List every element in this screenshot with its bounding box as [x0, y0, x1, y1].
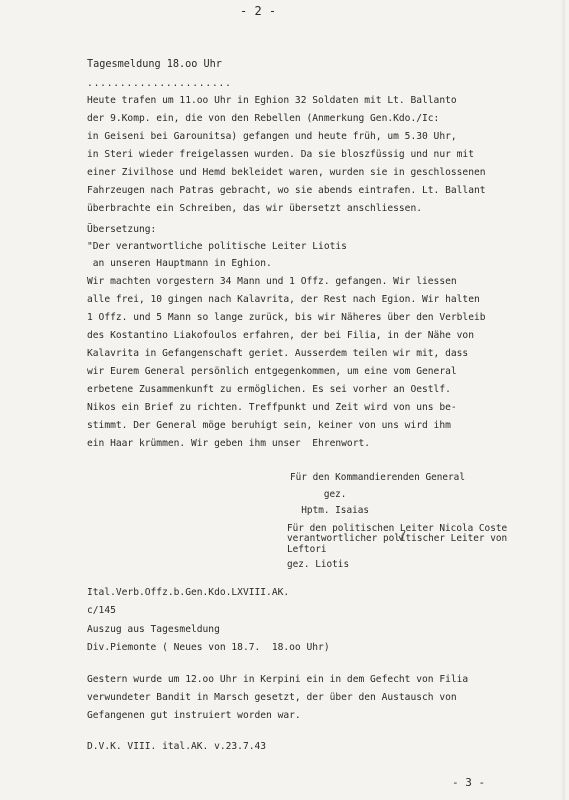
title-divider: ......................	[87, 78, 232, 89]
signature-line: Für den Kommandierenden General	[290, 472, 465, 483]
report-header-line: Div.Piemonte ( Neues von 18.7. 18.oo Uhr)	[87, 642, 330, 653]
report-line: der 9.Komp. ein, die von den Rebellen (Anmerkung Gen.Kdo./Ic:	[87, 113, 440, 124]
signature-line: Hptm. Isaias	[290, 505, 370, 516]
translation-line: alle frei, 10 gingen nach Kalavrita, der Rest nach Egion. Wir halten	[87, 294, 480, 305]
report-line: verwundeter Bandit in Marsch gesetzt, der über den Austausch von	[87, 692, 457, 703]
report-line: Heute trafen um 11.oo Uhr in Eghion 32 Soldaten mit Lt. Ballanto	[87, 95, 457, 106]
translation-line: wir Eurem General persönlich entgegenkommen, um eine vom General	[87, 366, 457, 377]
translation-line: erbetene Zusammenkunft zu ermöglichen. Es sei vorher an Oestlf.	[87, 384, 451, 395]
report-line: überbrachte ein Schreiben, das wir übersetzt anschliessen.	[87, 203, 423, 214]
report-line: in Steri wieder freigelassen wurden. Da sie bloszfüssig und nur mit	[87, 149, 474, 160]
translation-label: Übersetzung:	[87, 224, 157, 235]
check-mark-icon	[398, 530, 406, 542]
translation-line: an unseren Hauptmann in Eghion.	[87, 258, 272, 269]
signature-line: gez.	[290, 489, 347, 500]
translation-line: "Der verantwortliche politische Leiter Liotis	[87, 241, 347, 252]
signature-line: Leftori	[287, 544, 327, 555]
report-line: Gestern wurde um 12.oo Uhr in Kerpini ein in dem Gefecht von Filia	[87, 674, 469, 685]
report-header-line: c/145	[87, 605, 116, 616]
translation-line: Nikos ein Brief zu richten. Treffpunkt und Zeit wird von uns be-	[87, 402, 457, 413]
report-header-line: Ital.Verb.Offz.b.Gen.Kdo.LXVIII.AK.	[87, 587, 290, 598]
translation-line: ein Haar krümmen. Wir geben ihm unser Ehrenwort.	[87, 438, 371, 449]
signature-line: Für den politischen Leiter Nicola Coste	[287, 523, 508, 534]
footer-reference: D.V.K. VIII. ital.AK. v.23.7.43	[87, 741, 267, 752]
signature-line: gez. Liotis	[287, 559, 350, 570]
report-line: in Geiseni bei Garounitsa) gefangen und heute früh, um 5.30 Uhr,	[87, 131, 457, 142]
translation-line: stimmt. Der General möge beruhigt sein, keiner von uns wird ihm	[87, 420, 451, 431]
page-number-top: - 2 -	[240, 4, 277, 18]
report-title: Tagesmeldung 18.oo Uhr	[87, 59, 222, 70]
translation-line: Wir machten vorgestern 34 Mann und 1 Offz. gefangen. Wir liessen	[87, 276, 457, 287]
page-number-bottom: - 3 -	[452, 776, 486, 789]
signature-line: verantwortlicher politischer Leiter von	[287, 533, 508, 544]
translation-line: 1 Offz. und 5 Mann so lange zurück, bis wir Näheres über den Verbleib	[87, 312, 486, 323]
report-line: Fahrzeugen nach Patras gebracht, wo sie abends eintrafen. Lt. Ballant	[87, 185, 486, 196]
page-edge-shadow	[561, 0, 565, 800]
translation-line: des Kostantino Liakofoulos erfahren, der bei Filia, in der Nähe von	[87, 330, 474, 341]
report-header-line: Auszug aus Tagesmeldung	[87, 624, 220, 635]
translation-line: Kalavrita in Gefangenschaft geriet. Ausserdem teilen wir mit, dass	[87, 348, 469, 359]
report-line: Gefangenen gut instruiert worden war.	[87, 710, 301, 721]
report-line: einer Zivilhose und Hemd bekleidet waren, wurden sie in geschlossenen	[87, 167, 486, 178]
